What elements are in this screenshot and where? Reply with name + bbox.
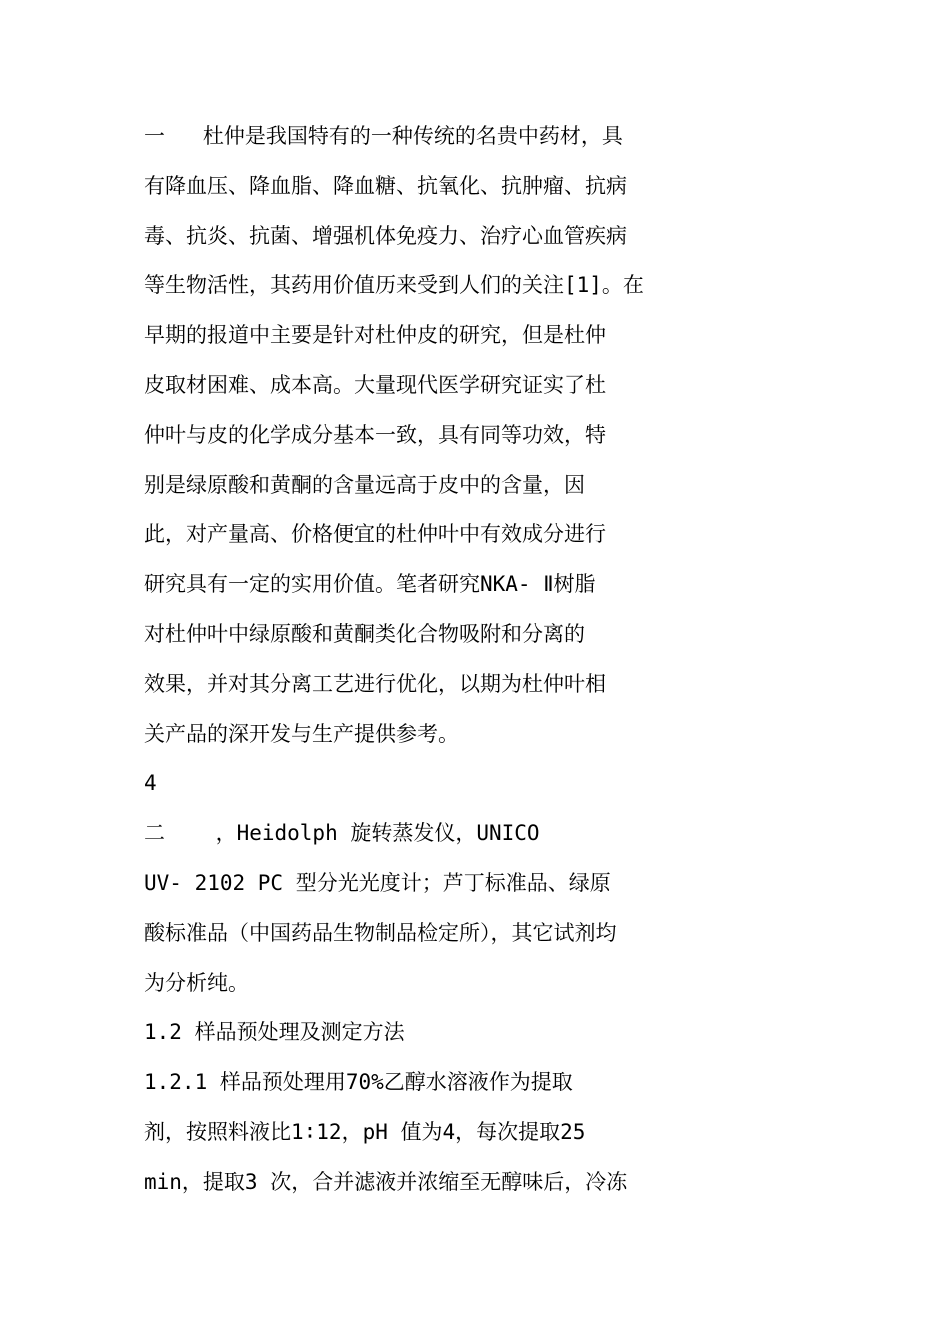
- text-line: 关产品的深开发与生产提供参考。: [144, 721, 459, 746]
- text-line: 为分析纯。: [144, 970, 249, 995]
- text-line: 研究具有一定的实用价值。笔者研究NKA- Ⅱ树脂: [144, 572, 596, 597]
- body-text: [144, 112, 704, 1208]
- subsection-heading: 1.2.1 样品预处理用70%乙醇水溶液作为提取: [144, 1070, 573, 1095]
- text-line: 二 ，Heidolph 旋转蒸发仪，UNICO: [144, 821, 540, 846]
- page-number: 4: [144, 771, 157, 796]
- text-line: 效果，并对其分离工艺进行优化，以期为杜仲叶相: [144, 671, 606, 696]
- text-line: UV- 2102 PC 型分光光度计；芦丁标准品、绿原: [144, 870, 611, 895]
- text-line: 有降血压、降血脂、降血糖、抗氧化、抗肿瘤、抗病: [144, 173, 627, 198]
- section-heading: 1.2 样品预处理及测定方法: [144, 1020, 405, 1045]
- text-line: 皮取材困难、成本高。大量现代医学研究证实了杜: [144, 372, 606, 397]
- text-line: 此，对产量高、价格便宜的杜仲叶中有效成分进行: [144, 522, 606, 547]
- text-line: 仲叶与皮的化学成分基本一致，具有同等功效，特: [144, 422, 606, 447]
- text-line: 早期的报道中主要是针对杜仲皮的研究，但是杜仲: [144, 323, 606, 348]
- text-line: 酸标准品（中国药品生物制品检定所），其它试剂均: [144, 920, 617, 945]
- text-line: 一 杜仲是我国特有的一种传统的名贵中药材，具: [144, 124, 623, 148]
- text-line: 毒、抗炎、抗菌、增强机体免疫力、治疗心血管疾病: [144, 223, 627, 248]
- text-line: 对杜仲叶中绿原酸和黄酮类化合物吸附和分离的: [144, 621, 585, 646]
- text-line: 别是绿原酸和黄酮的含量远高于皮中的含量，因: [144, 472, 585, 497]
- text-line: 等生物活性，其药用价值历来受到人们的关注[1]。在: [144, 273, 644, 298]
- text-line: min，提取3 次，合并滤液并浓缩至无醇味后，冷冻: [144, 1169, 628, 1194]
- text-line: 剂，按照料液比1∶12，pH 值为4，每次提取25: [144, 1119, 586, 1144]
